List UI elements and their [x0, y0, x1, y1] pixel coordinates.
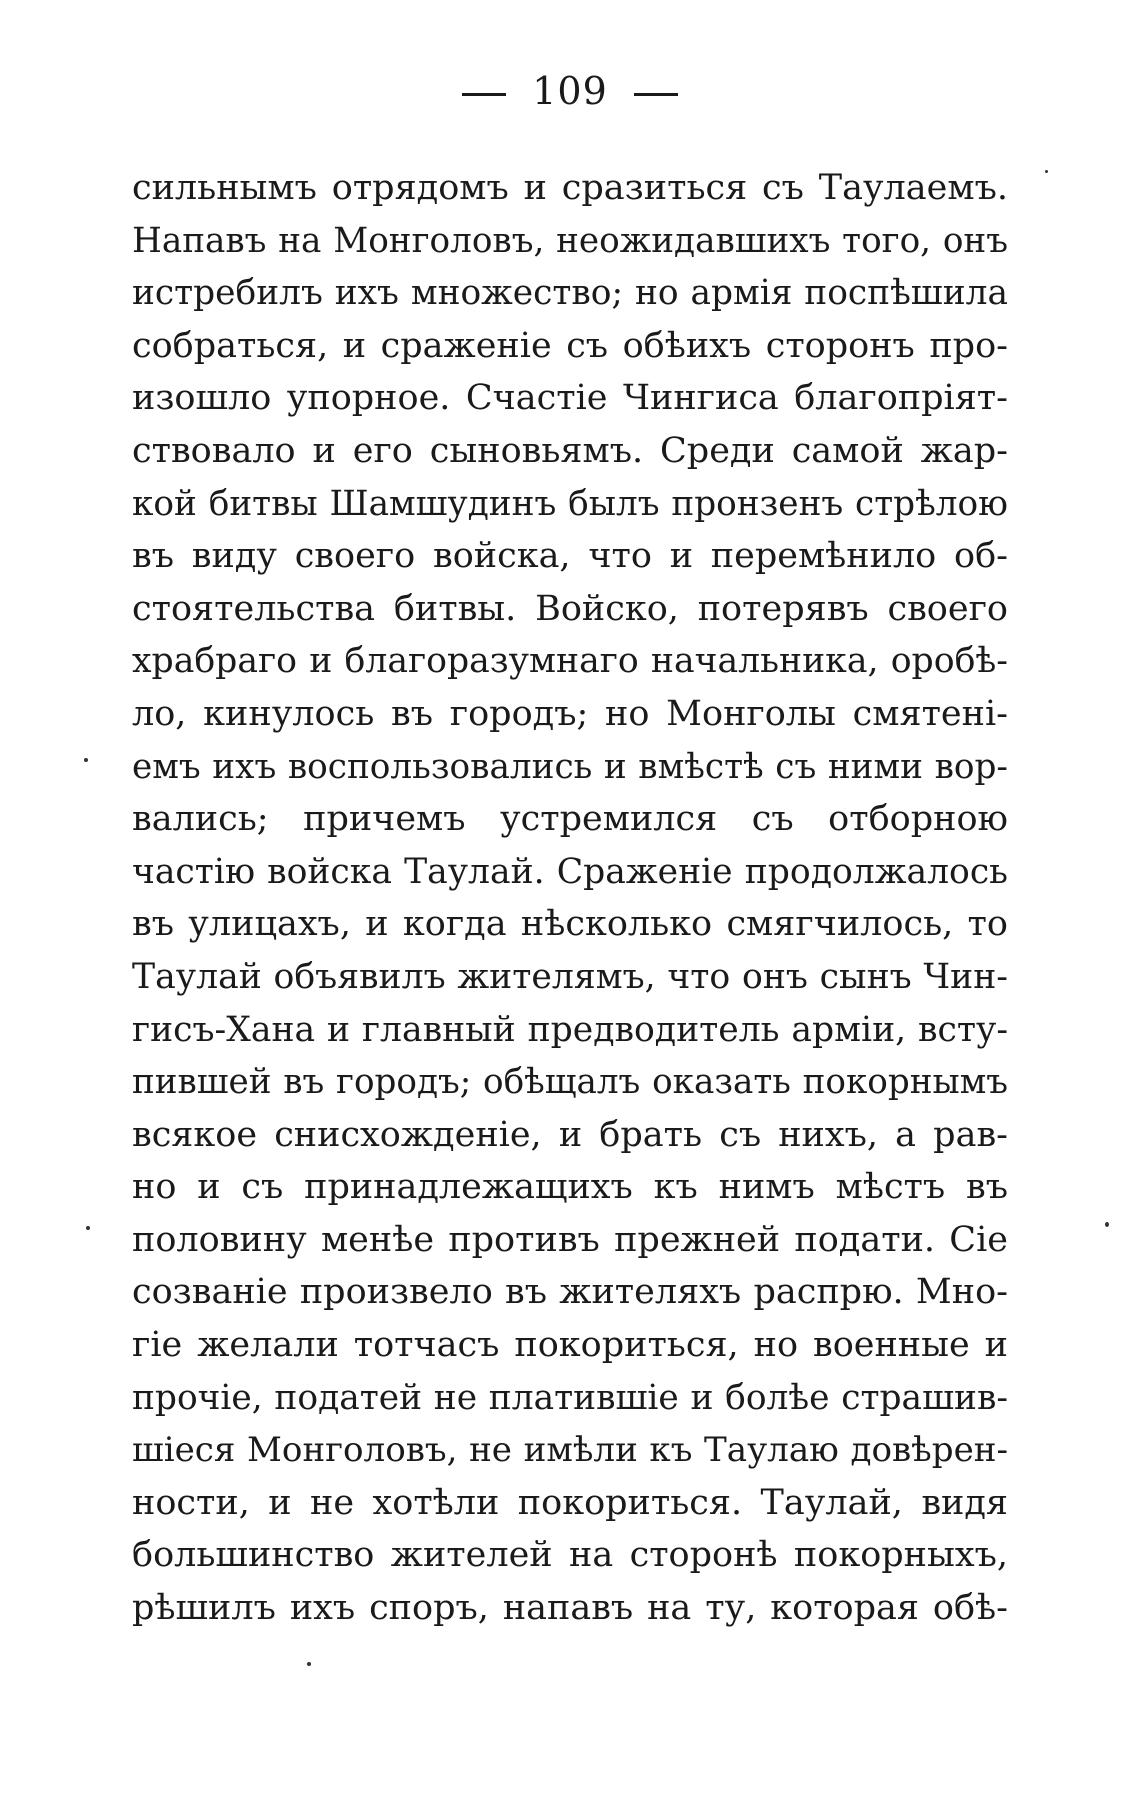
text-line: частію войска Таулай. Сраженіе продолжалось: [132, 851, 1008, 892]
page-header: [0, 66, 1140, 116]
text-line: гисъ-Хана и главный предводитель арміи, всту-: [132, 1009, 1008, 1050]
text-line: пившей въ городъ; обѣщалъ оказать покорнымъ: [132, 1062, 1008, 1103]
text-line: гіе желали тотчасъ покориться, но военные и: [132, 1325, 1008, 1366]
text-line: Таулай объявилъ жителямъ, что онъ сынъ Чин-: [132, 956, 1008, 997]
text-line: храбраго и благоразумнаго начальника, оробѣ-: [132, 641, 1008, 682]
page-number: 109: [532, 69, 608, 113]
left-dash: [462, 93, 506, 96]
ink-speck: [1105, 1222, 1109, 1227]
text-line: стоятельства битвы. Войско, потерявъ своего: [132, 588, 1008, 629]
text-line: Напавъ на Монголовъ, неожидавшихъ того, онъ: [132, 220, 1008, 261]
text-line: кой битвы Шамшудинъ былъ пронзенъ стрѣлою: [132, 483, 1008, 524]
text-line: созваніе произвело въ жителяхъ распрю. Мно-: [132, 1272, 1008, 1313]
text-line: истребилъ ихъ множество; но армія поспѣшила: [132, 273, 1008, 314]
text-line: въ виду своего войска, что и перемѣнило об-: [132, 536, 1008, 577]
text-line: всякое снисхожденіе, и брать съ нихъ, а рав-: [132, 1114, 1008, 1155]
text-line: вались; причемъ устремился съ отборною: [132, 799, 1008, 840]
text-line: изошло упорное. Счастіе Чингиса благопріят-: [132, 378, 1008, 419]
ink-speck: [84, 758, 88, 762]
text-line: ности, и не хотѣли покориться. Таулай, видя: [132, 1482, 1008, 1523]
text-line: ло, кинулось въ городъ; но Монголы смятені-: [132, 693, 1008, 734]
ink-speck: [1045, 170, 1048, 173]
text-line: большинство жителей на сторонѣ покорныхъ,: [132, 1535, 1008, 1576]
text-line: ствовало и его сыновьямъ. Среди самой жар-: [132, 430, 1008, 471]
text-line: сильнымъ отрядомъ и сразиться съ Таулаемъ.: [132, 168, 1008, 208]
page-body: [132, 162, 1008, 1635]
text-line: прочіе, податей не платившіе и болѣе страшив-: [132, 1377, 1008, 1418]
text-line: рѣшилъ ихъ споръ, напавъ на ту, которая обѣ-: [132, 1588, 1008, 1629]
text-line: половину менѣе противъ прежней подати. Сіе: [132, 1219, 1008, 1260]
ink-speck: [86, 1226, 90, 1230]
text-line: собраться, и сраженіе съ обѣихъ сторонъ про-: [132, 325, 1008, 366]
text-line: шіеся Монголовъ, не имѣли къ Таулаю довѣрен-: [132, 1430, 1008, 1471]
text-line: въ улицахъ, и когда нѣсколько смягчилось, то: [132, 904, 1008, 945]
text-line: но и съ принадлежащихъ къ нимъ мѣстъ въ: [132, 1167, 1008, 1208]
ink-speck: [307, 1662, 311, 1666]
text-line: емъ ихъ воспользовались и вмѣстѣ съ ними вор-: [132, 746, 1008, 787]
right-dash: [634, 93, 678, 96]
